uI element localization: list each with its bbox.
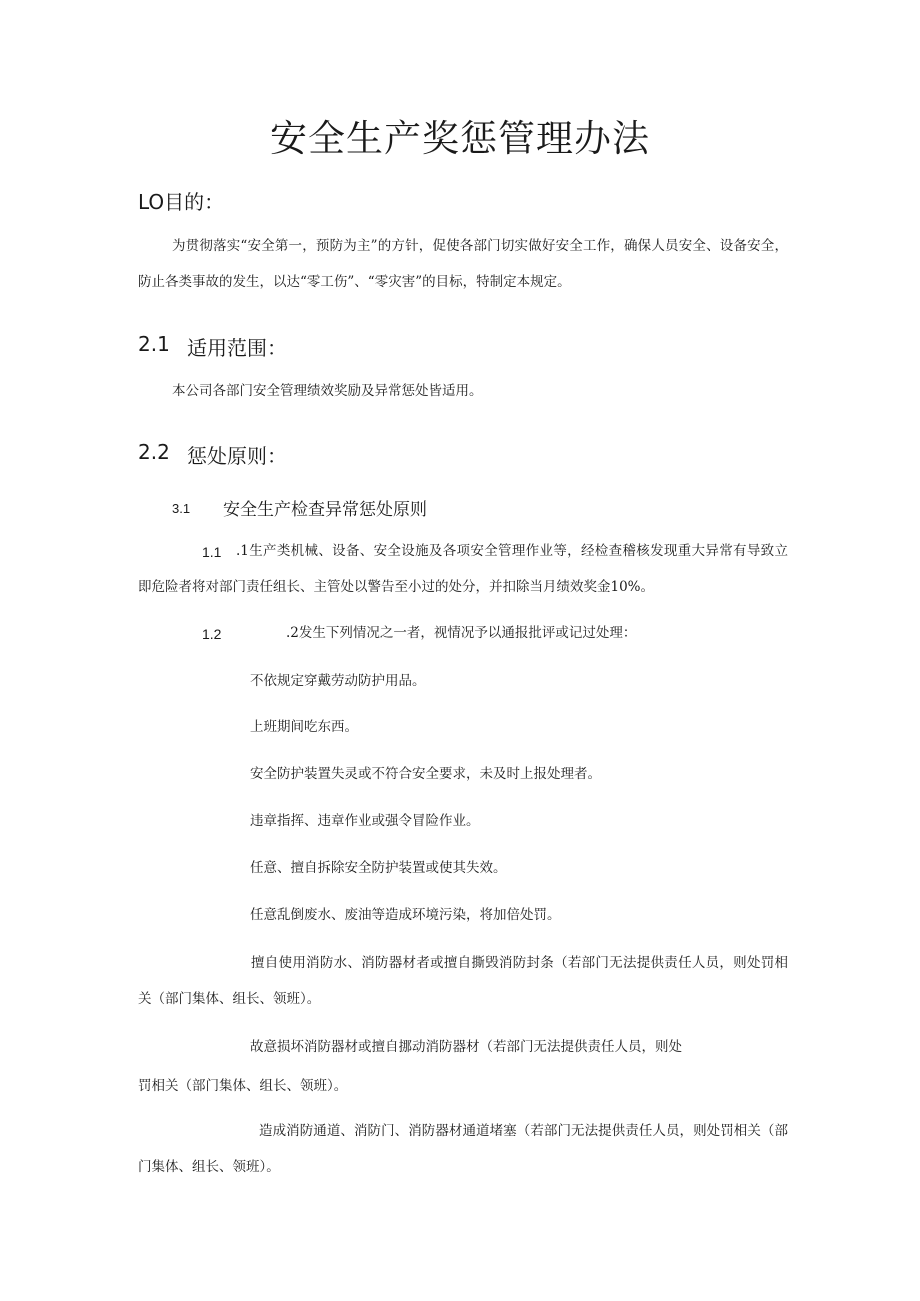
list-item: 任意、擅自拆除安全防护装置或使其失效。: [250, 860, 507, 876]
section-principles-number: 2.2: [138, 440, 170, 464]
list-item: 安全防护装置失灵或不符合安全要求，未及时上报处理者。: [250, 766, 601, 782]
fire-equipment-paragraph: 擅自使用消防水、消防器材者或擅自撕毁消防封条（若部门无法提供责任人员，则处罚相关（部门集体、组长、领班）。: [138, 955, 788, 1007]
subsection-heading: 安全生产检查异常惩处原则: [223, 500, 427, 520]
list-item: 上班期间吃东西。: [250, 719, 358, 735]
item-1-paragraph: .1生产类机械、设备、安全设施及各项安全管理作业等，经检查稽核发现重大异常有导致立即危险者将对部门责任组长、主管处以警告至小过的处分，并扣除当月绩效奖金10%。: [138, 543, 788, 595]
section-scope-heading: 适用范围：: [187, 336, 287, 360]
list-item: 不依规定穿戴劳动防护用品。: [250, 673, 426, 689]
scope-paragraph: 本公司各部门安全管理绩效奖励及异常惩处皆适用。: [172, 383, 483, 399]
item-2-number: 1.2: [202, 626, 222, 642]
section-principles-heading: 惩处原则：: [187, 444, 287, 468]
document-title: 安全生产奖惩管理办法: [270, 117, 650, 160]
blockage-paragraph: 造成消防通道、消防门、消防器材通道堵塞（若部门无法提供责任人员，则处罚相关（部门集体、组长、领班）。: [138, 1123, 788, 1175]
section-purpose-heading: LO目的：: [138, 190, 225, 214]
subsection-number: 3.1: [172, 501, 191, 516]
item-2-intro: .2发生下列情况之一者，视情况予以通报批评或记过处理：: [286, 625, 637, 641]
damage-paragraph-line-1: 故意损坏消防器材或擅自挪动消防器材（若部门无法提供责任人员，则处: [250, 1039, 682, 1055]
item-1-number: 1.1: [202, 544, 222, 560]
damage-paragraph-line-2: 罚相关（部门集体、组长、领班）。: [138, 1078, 348, 1094]
section-scope-number: 2.1: [138, 332, 170, 356]
purpose-paragraph: 为贯彻落实“安全第一，预防为主”的方针，促使各部门切实做好安全工作，确保人员安全、设备安全，防止各类事故的发生，以达“零工伤”、“零灾害”的目标，特制定本规定。: [138, 238, 788, 290]
list-item: 任意乱倒废水、废油等造成环境污染，将加倍处罚。: [250, 907, 561, 923]
list-item: 违章指挥、违章作业或强令冒险作业。: [250, 813, 480, 829]
